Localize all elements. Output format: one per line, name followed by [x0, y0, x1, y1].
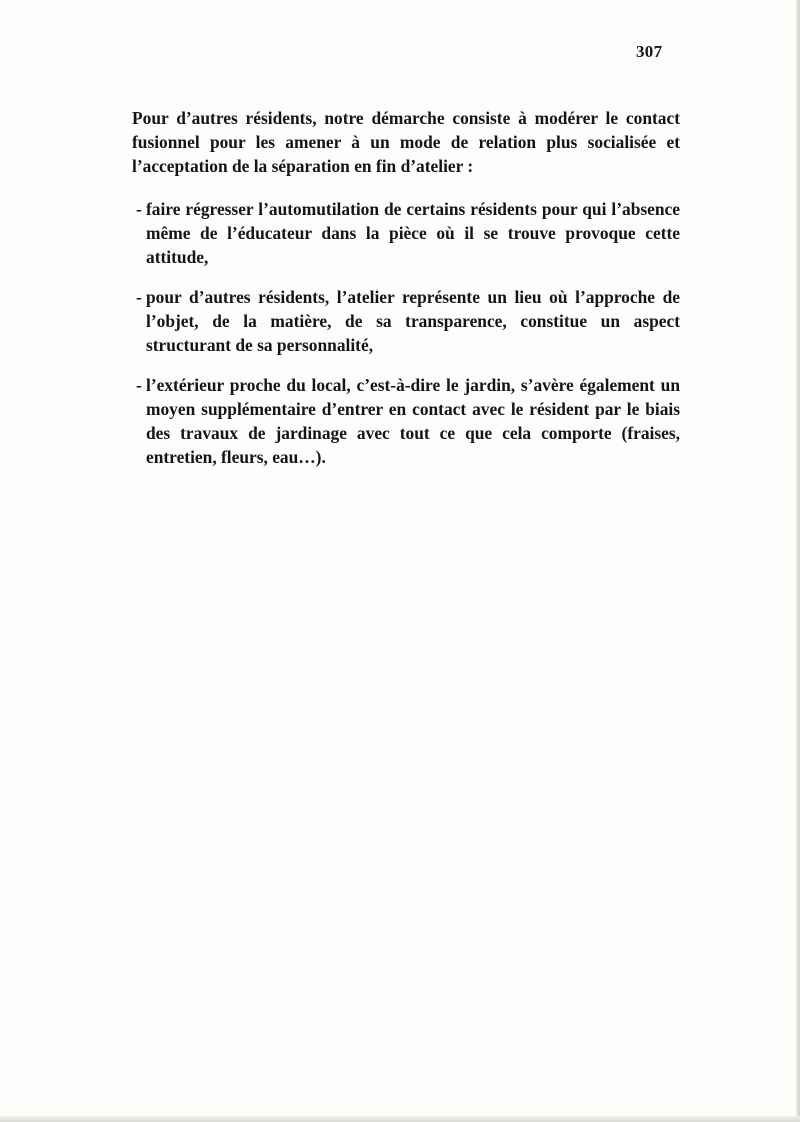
scan-bottom-shadow	[0, 1116, 800, 1122]
bullet-list	[136, 197, 680, 485]
bullet-item-jardin: - l’extérieur proche du local, c’est-à-dire le jardin, s’avère également un moyen supplémentaire d’entrer en contact avec le résident par le biais des travaux de jardinage avec tout ce que cela comporte (fraises, entretien, fleurs, eau…).	[136, 373, 680, 469]
intro-paragraph: Pour d’autres résidents, notre démarche consiste à modérer le contact fusionnel pour les amener à un mode de relation plus socialisée et l’acceptation de la séparation en fin d’atelier :	[132, 108, 680, 176]
page-number: 307	[636, 42, 663, 61]
bullet-item-automutilation: - faire régresser l’automutilation de certains résidents pour qui l’absence même de l’éducateur dans la pièce où il se trouve provoque cette attitude,	[136, 197, 680, 269]
bullet-item-atelier: - pour d’autres résidents, l’atelier représente un lieu où l’approche de l’objet, de la matière, de sa transparence, constitue un aspect structurant de sa personnalité,	[136, 285, 680, 357]
scan-edge-shadow	[796, 0, 800, 1122]
